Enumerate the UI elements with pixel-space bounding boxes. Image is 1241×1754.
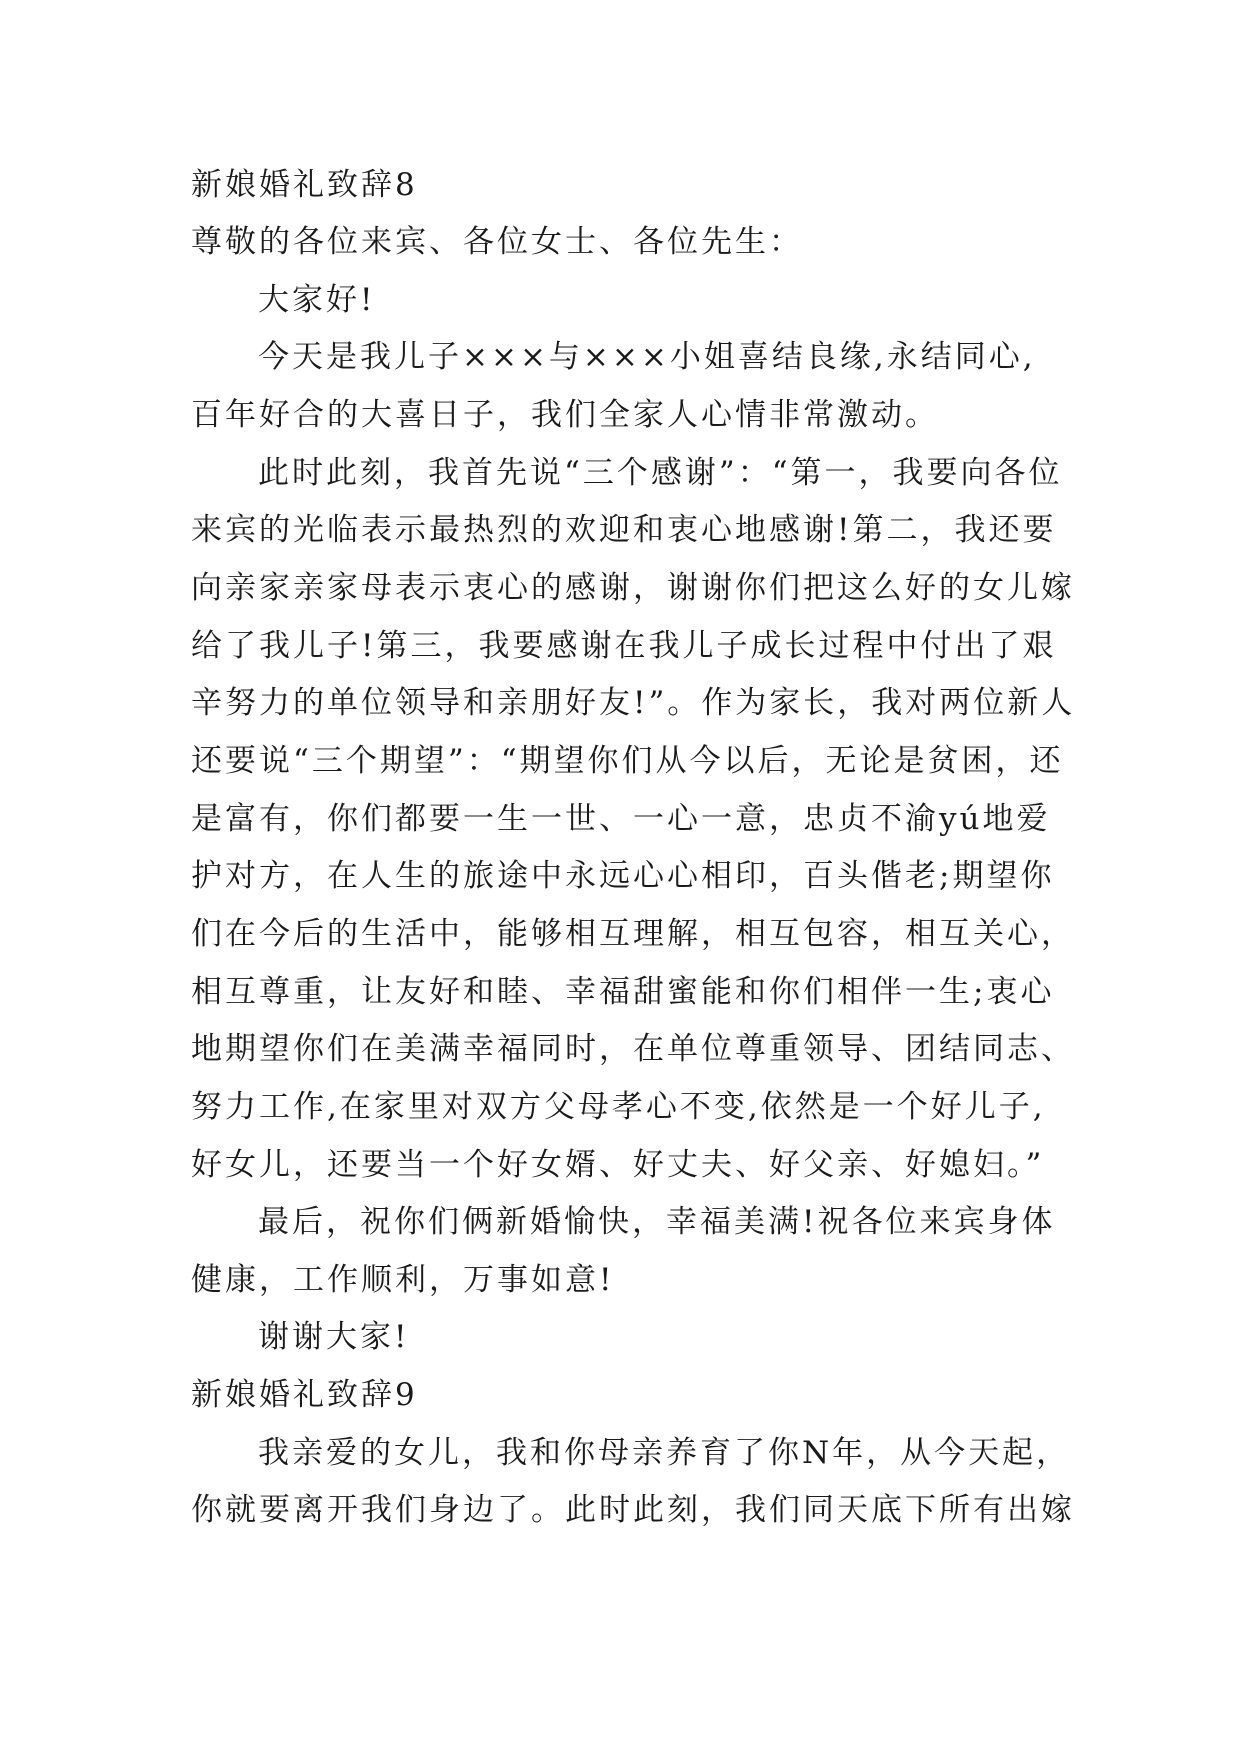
greeting: 大家好! <box>258 282 376 318</box>
paragraph-line: 辛努力的单位领导和亲朋好友!”。作为家长，我对两位新人 <box>191 685 1076 721</box>
paragraph-line: 百年好合的大喜日子，我们全家人心情非常激动。 <box>191 397 939 433</box>
heading-9: 新娘婚礼致辞9 <box>191 1377 418 1413</box>
paragraph-line: 你就要离开我们身边了。此时此刻，我们同天底下所有出嫁 <box>191 1492 1075 1528</box>
paragraph-line: 好女儿，还要当一个好女婿、好丈夫、好父亲、好媳妇。” <box>191 1147 1045 1183</box>
paragraph-line: 努力工作,在家里对双方父母孝心不变,依然是一个好儿子, <box>191 1089 1046 1125</box>
paragraph-line: 此时此刻，我首先说“三个感谢”：“第一，我要向各位 <box>258 455 1063 491</box>
paragraph-line: 护对方，在人生的旅途中永远心心相印，百头偕老;期望你 <box>191 858 1055 894</box>
salutation: 尊敬的各位来宾、各位女士、各位先生： <box>191 224 803 260</box>
paragraph-line: 向亲家亲家母表示衷心的感谢，谢谢你们把这么好的女儿嫁 <box>191 570 1075 606</box>
heading-8: 新娘婚礼致辞8 <box>191 167 418 203</box>
closing-thanks: 谢谢大家! <box>258 1319 410 1355</box>
paragraph-line: 健康，工作顺利，万事如意! <box>191 1262 615 1298</box>
paragraph-line: 相互尊重，让友好和睦、幸福甜蜜能和你们相伴一生;衷心 <box>191 974 1055 1010</box>
paragraph-line: 是富有，你们都要一生一世、一心一意，忠贞不渝yú地爱 <box>191 801 1051 837</box>
paragraph-line: 今天是我儿子×××与×××小姐喜结良缘,永结同心, <box>258 339 1036 375</box>
paragraph-line: 地期望你们在美满幸福同时，在单位尊重领导、团结同志、 <box>191 1031 1075 1067</box>
paragraph-line: 还要说“三个期望”：“期望你们从今以后，无论是贫困，还 <box>191 743 1064 779</box>
paragraph-line: 们在今后的生活中，能够相互理解，相互包容，相互关心， <box>191 916 1075 952</box>
paragraph-line: 给了我儿子!第三，我要感谢在我儿子成长过程中付出了艰 <box>191 628 1057 664</box>
paragraph-line: 来宾的光临表示最热烈的欢迎和衷心地感谢!第二，我还要 <box>191 512 1057 548</box>
paragraph-line: 最后，祝你们俩新婚愉快，幸福美满!祝各位来宾身体 <box>258 1204 1056 1240</box>
paragraph-line: 我亲爱的女儿，我和你母亲养育了你N年，从今天起， <box>258 1435 1071 1471</box>
